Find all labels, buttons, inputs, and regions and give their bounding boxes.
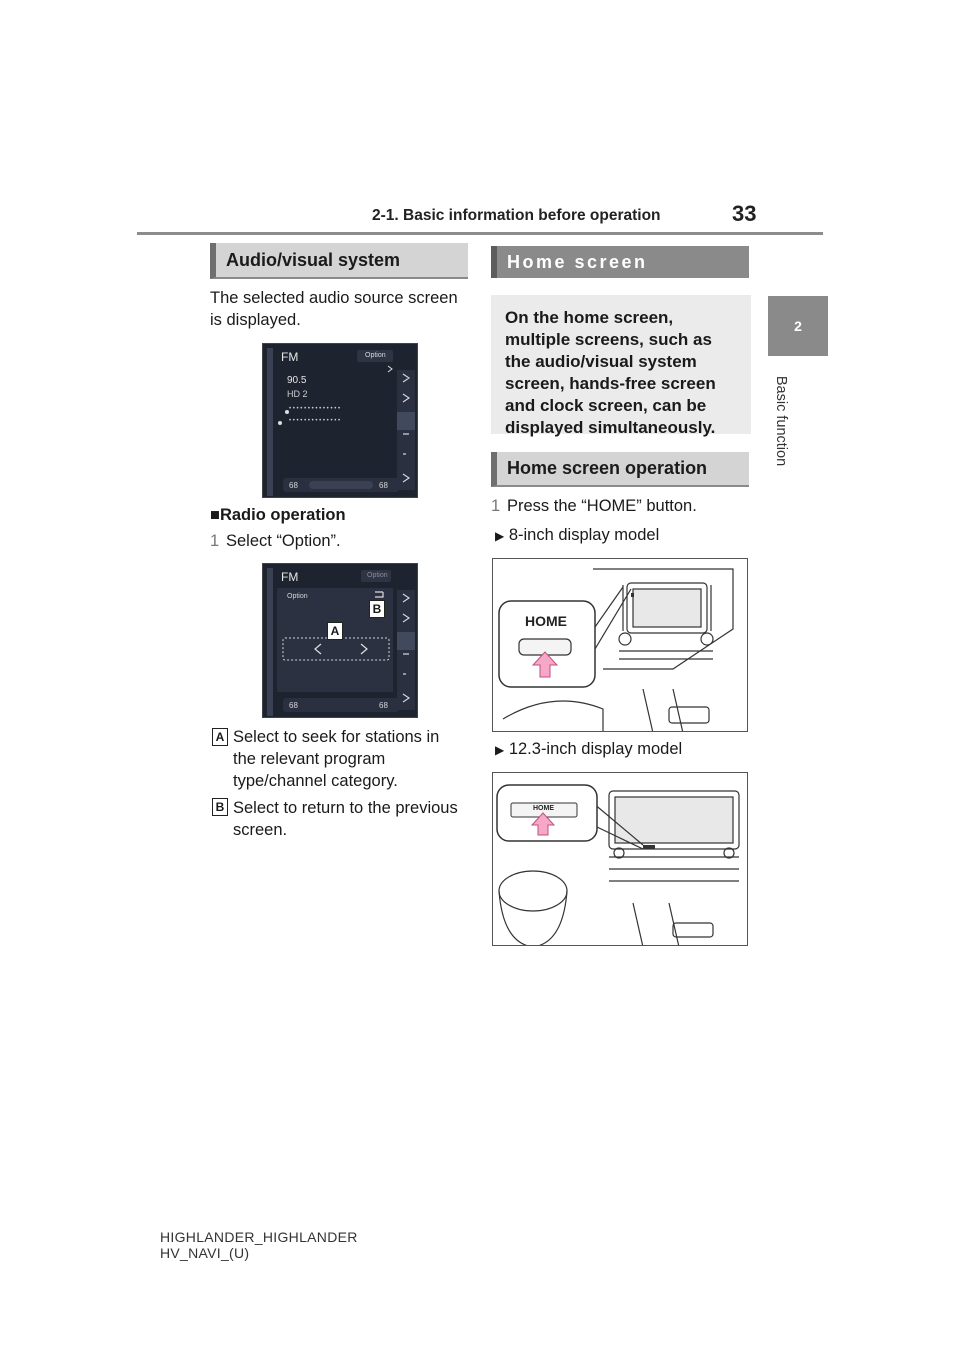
option-screen-graphic (263, 564, 418, 718)
intro-text: The selected audio source screen is displayed. (210, 289, 458, 329)
label-a: A (327, 622, 343, 640)
dashboard-12-inch-illustration (492, 772, 748, 946)
audio-screen-graphic (263, 344, 418, 498)
section-title: 2-1. Basic information before operation (372, 207, 661, 224)
item-b-text: Select to return to the previous screen. (233, 799, 458, 839)
volume-left: 68 (289, 701, 298, 710)
model-12-inch: ▶ 12.3-inch display model (495, 740, 683, 758)
option-screen-illustration (262, 563, 418, 718)
header-rule (137, 232, 823, 235)
document-footer (160, 1229, 358, 1261)
home-button-label: HOME (525, 613, 567, 629)
item-a-marker: A (212, 728, 228, 746)
section-heading-home: Home screen (491, 246, 749, 278)
dashboard-8-inch-illustration (492, 558, 748, 732)
band-label: FM (281, 570, 299, 584)
footer-line-1: HIGHLANDER_HIGHLANDER (160, 1229, 358, 1245)
page-number: 33 (732, 201, 757, 226)
volume-right: 68 (379, 701, 388, 710)
song-dots: • • • • • • • • • • • • • • (289, 418, 341, 424)
option-button-active[interactable]: Option (367, 572, 388, 579)
label-b: B (369, 600, 385, 618)
model-8-inch: ▶ 8-inch display model (495, 526, 660, 544)
item-a-text: Select to seek for stations in the relevant program type/channel category. (233, 728, 440, 790)
section-heading-audio: Audio/visual system (210, 243, 468, 279)
arrow-bullet-icon: ▶ (495, 743, 505, 757)
step-text: Press the “HOME” button. (507, 497, 697, 515)
dashboard-8-inch-graphic (493, 559, 748, 732)
home-step-1 (491, 495, 697, 517)
square-bullet-icon: ■ (210, 506, 220, 524)
radio-step-1 (210, 530, 341, 552)
step-text: Select “Option”. (226, 532, 341, 550)
subsection-heading-home-op: Home screen operation (491, 452, 749, 487)
radio-operation-subheading: ■Radio operation (210, 506, 346, 524)
step-number: 1 (491, 497, 501, 515)
station-dots: • • • • • • • • • • • • • • (289, 406, 341, 412)
arrow-bullet-icon: ▶ (495, 529, 505, 543)
dashboard-12-inch-graphic (493, 773, 748, 946)
audio-screen-illustration (262, 343, 418, 498)
volume-left: 68 (289, 481, 298, 490)
home-button-label: HOME (533, 805, 554, 812)
step-number: 1 (210, 532, 220, 550)
chapter-label: Basic function (773, 375, 789, 467)
volume-right: 68 (379, 481, 388, 490)
option-button[interactable]: Option (365, 352, 386, 359)
home-callout: On the home screen, multiple screens, such as the audio/visual system screen, hands-free screen and clock screen, can be displayed simultaneously. (491, 295, 751, 434)
option-title: Option (287, 593, 308, 600)
chapter-tab: 2 (768, 296, 828, 356)
footer-line-2: HV_NAVI_(U) (160, 1245, 250, 1261)
hd-channel-text: HD 2 (287, 389, 308, 399)
item-b-marker: B (212, 798, 228, 816)
band-label: FM (281, 350, 299, 364)
frequency-text: 90.5 (287, 375, 307, 386)
